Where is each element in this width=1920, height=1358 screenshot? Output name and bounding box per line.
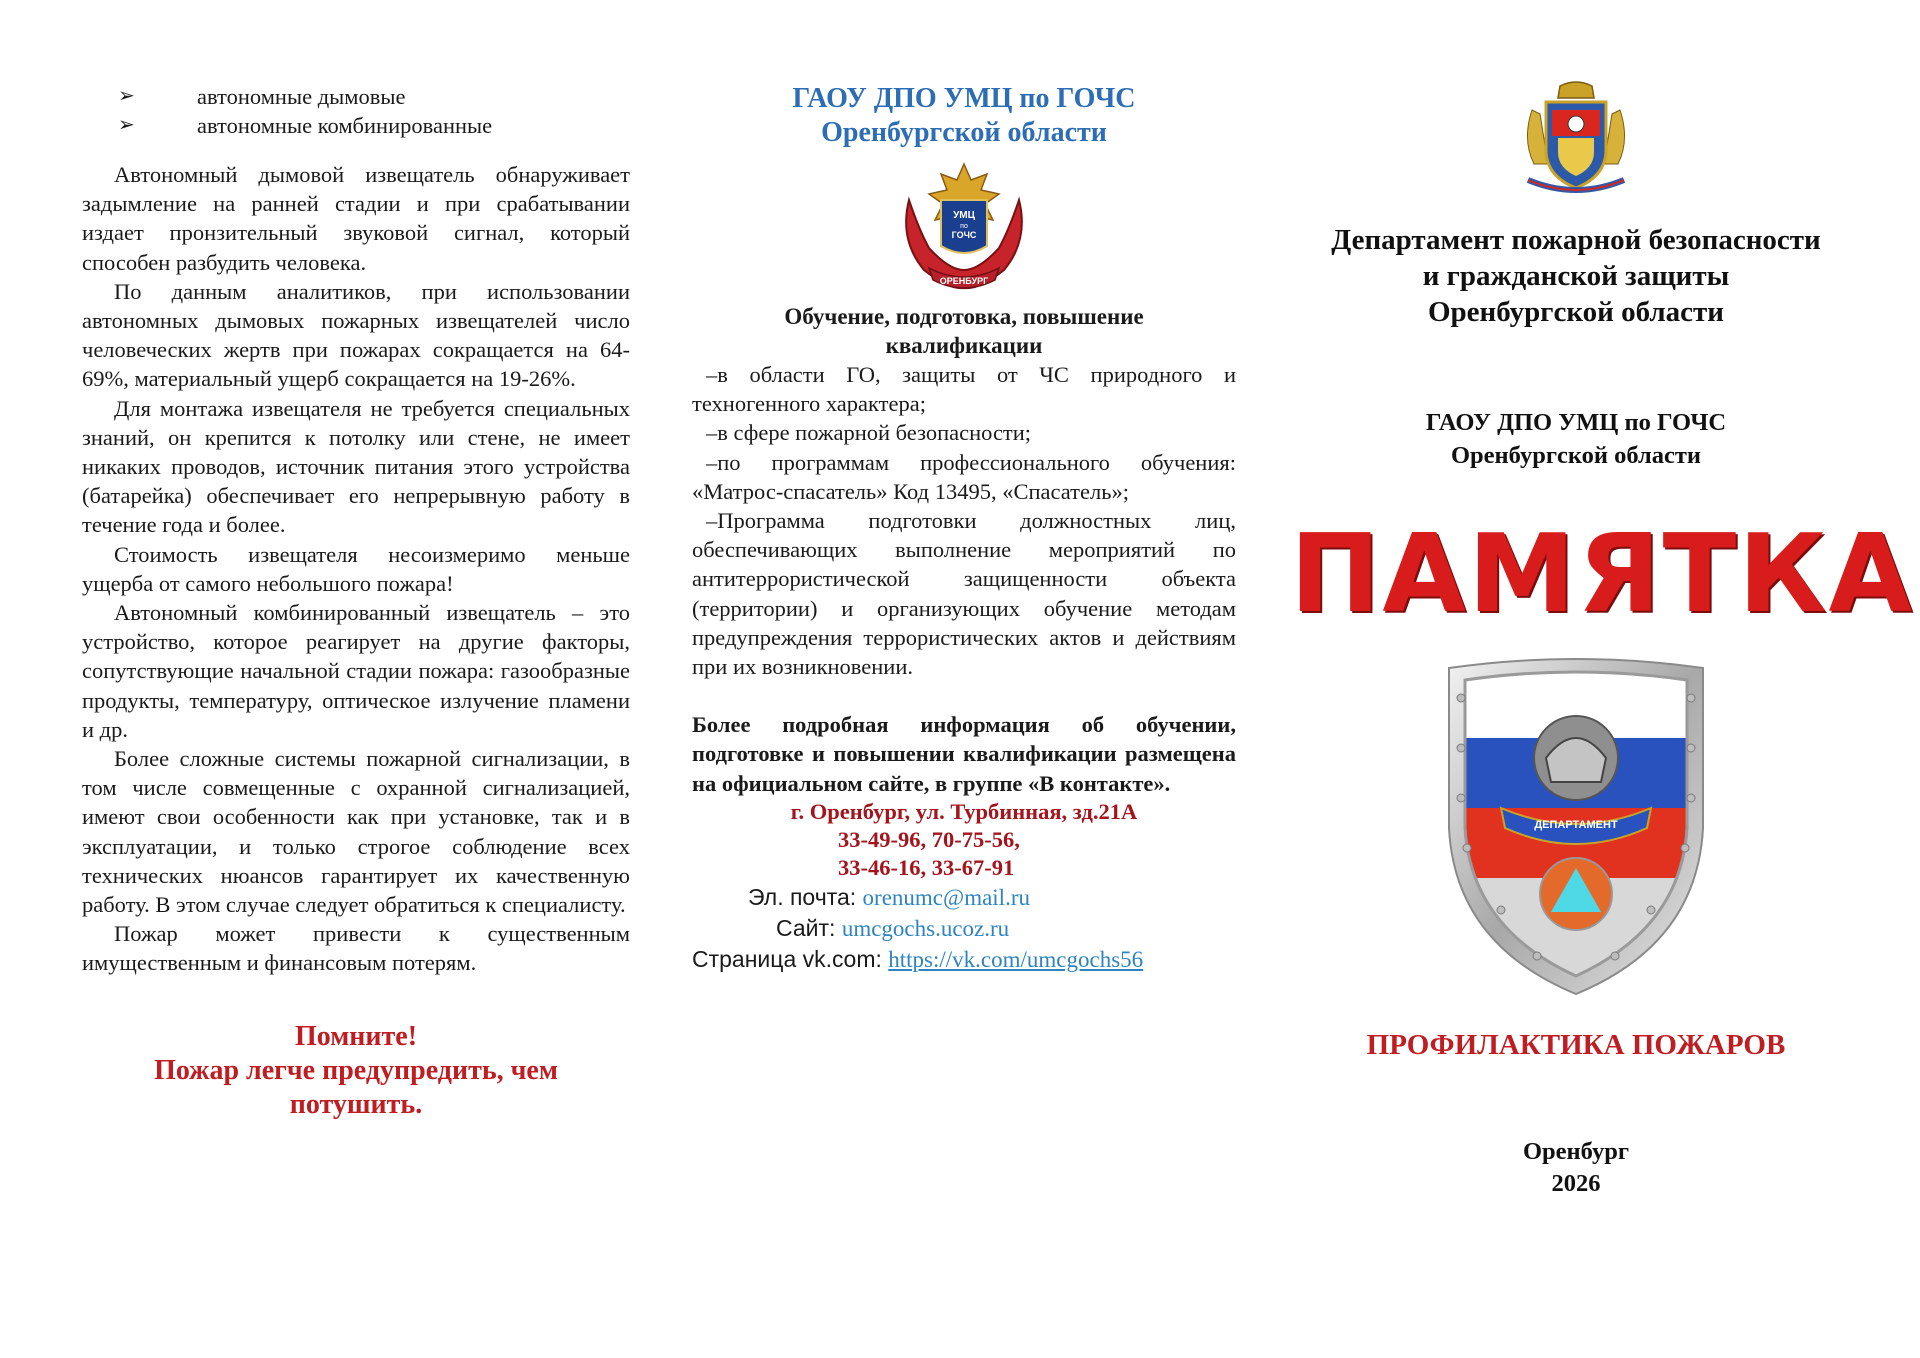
paragraph: Пожар может привести к существенным имущественным и финансовым потерям.: [82, 921, 630, 976]
list-item: ➢ автономные комбинированные: [118, 113, 493, 138]
logo-text: ГОЧС: [951, 230, 977, 240]
email-line: Эл. почта: orenumc@mail.ru: [748, 883, 1030, 910]
training-center-name: ГАОУ ДПО УМЦ по ГОЧС Оренбургской области: [1425, 409, 1727, 469]
paragraph: По данным аналитиков, при использовании автономных дымовых пожарных извещателей число человеческих жертв при пожарах сокращается на 64-69%, материальный ущерб сокращается на 19-26%.: [82, 278, 630, 392]
logo-text: УМЦ: [953, 210, 975, 221]
detector-types-list: [82, 82, 630, 140]
training-title: Обучение, подготовка, повышение квалификации: [784, 304, 1144, 358]
logo-text: по: [960, 223, 968, 230]
remember-note: [82, 1020, 630, 1122]
department-name: Департамент пожарной безопасности и гражданской защиты Оренбургской области: [1331, 224, 1821, 328]
list-item: –по программам профессионального обучения: «Матрос-спасатель» Код 13495, «Спасатель»;: [692, 449, 1236, 504]
leaflet-title: ПАМЯТКА: [1290, 512, 1915, 637]
training-center-name: ГАОУ ДПО УМЦ по ГОЧС Оренбургской области: [792, 83, 1136, 148]
arrow-bullet-icon: ➢: [118, 85, 135, 107]
list-item: –в области ГО, защиты от ЧС природного и техногенного характера;: [692, 362, 1236, 417]
list-item: –Программа подготовки должностных лиц, обеспечивающих выполнение мероприятий по антитеррористической защищенности объекта (территории) и организующих обучение методам предупреждения террористических актов и действиям при их возникновении.: [692, 508, 1236, 680]
site-value[interactable]: umcgochs.ucoz.ru: [841, 915, 1010, 941]
middle-panel: [692, 0, 1236, 1358]
leaflet-subtitle: ПРОФИЛАКТИКА ПОЖАРОВ: [1366, 1029, 1786, 1061]
phone-numbers: 33-49-96, 70-75-56, 33-46-16, 33-67-91: [838, 826, 1020, 880]
address: г. Оренбург, ул. Турбинная, зд.21А: [790, 798, 1138, 824]
shield-ribbon-text: ДЕПАРТАМЕНТ: [1534, 819, 1618, 831]
department-shield-icon: [1441, 658, 1711, 998]
vk-line: Страница vk.com: https://vk.com/umcgochs56: [692, 945, 1144, 972]
city-year: Оренбург 2026: [1523, 1138, 1629, 1197]
more-info-text: Более подробная информация об обучении, подготовке и повышении квалификации размещена на официальном сайте, в группе «В контакте».: [692, 712, 1236, 796]
list-item: –в сфере пожарной безопасности;: [706, 420, 1032, 446]
detector-text: [82, 160, 630, 978]
training-list: [692, 360, 1236, 681]
remember-heading: Помните!: [294, 1020, 418, 1052]
cover-panel: [1290, 0, 1915, 1358]
vk-link[interactable]: https://vk.com/umcgochs56: [888, 946, 1144, 972]
left-panel: [82, 0, 630, 1358]
umc-logo: [889, 160, 1039, 296]
arrow-bullet-icon: ➢: [118, 114, 135, 136]
email-value[interactable]: orenumc@mail.ru: [862, 884, 1030, 910]
logo-ribbon-text: ОРЕНБУРГ: [939, 276, 989, 286]
paragraph: Стоимость извещателя несоизмеримо меньше ущерба от самого небольшого пожара!: [82, 541, 630, 596]
paragraph: Для монтажа извещателя не требуется специальных знаний, он крепится к потолку или стене, не имеет никаких проводов, источник питания этого устройства (батарейка) обеспечивает его непрерывную работу в течение года и более.: [82, 395, 630, 538]
paragraph: Автономный комбинированный извещатель – это устройство, которое реагирует на другие факторы, сопутствующие начальной стадии пожара: газообразные продукты, температуру, оптическое излучение пламени и др.: [82, 600, 630, 742]
remember-slogan: Пожар легче предупредить, чем потушить.: [154, 1054, 558, 1120]
coat-of-arms-icon: [1518, 80, 1634, 202]
paragraph: Более сложные системы пожарной сигнализации, в том числе совмещенные с охранной сигнализацией, имеют свои особенности как при установке, так и в эксплуатации, и только строгое соблюдение всех технических нюансов гарантирует их качественную работу. В этом случае следует обратиться к специалисту.: [82, 746, 630, 918]
site-line: Сайт: umcgochs.ucoz.ru: [776, 914, 1010, 941]
list-item: ➢ автономные дымовые: [118, 84, 406, 109]
paragraph: Автономный дымовой извещатель обнаруживает задымление на ранней стадии и при срабатывании издает пронзительный звуковой сигнал, который способен разбудить человека.: [82, 162, 630, 275]
